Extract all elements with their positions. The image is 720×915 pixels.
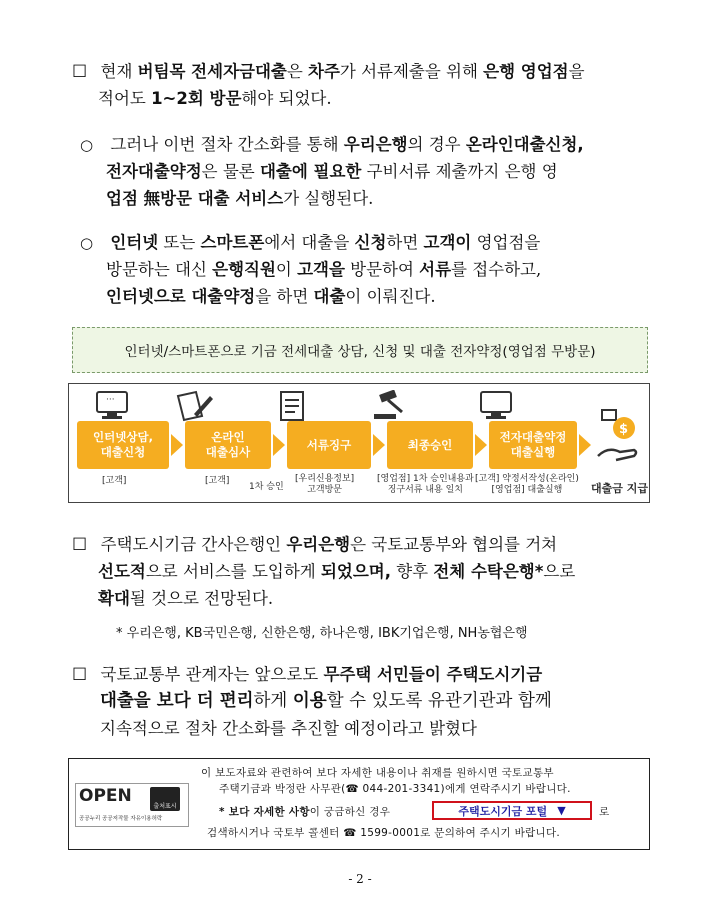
svg-text:···: ··· xyxy=(106,395,115,405)
paragraph-5 xyxy=(72,661,542,689)
paragraph-3-line-3 xyxy=(106,283,436,310)
bold-text: 무주택 서민들이 주택도시기금 xyxy=(323,665,543,684)
contact-line-3-tail: 로 xyxy=(599,806,610,818)
flow-note-pre: 1차 승인 xyxy=(249,482,284,492)
flow-step-4: 최종승인 xyxy=(387,421,473,469)
bold-text: 전체 수탁은행 xyxy=(433,562,535,581)
process-banner: 인터넷/스마트폰으로 기금 전세대출 상담, 신청 및 대출 전자약정(영업점 무방문) xyxy=(72,327,648,373)
paragraph-2 xyxy=(80,131,584,159)
housing-fund-portal-link[interactable]: 주택도시기금 포털 ▼ xyxy=(432,801,592,820)
bold-text: 우리은행 xyxy=(286,535,351,554)
text: 을 xyxy=(568,62,585,81)
paragraph-5-line-2 xyxy=(100,688,552,715)
flow-note: [우리신용정보] 고객방문 xyxy=(295,474,355,495)
paragraph-3 xyxy=(80,229,540,257)
open-license-logo: OPEN 출처표시 공공누리 공공저작물 자유이용허락 xyxy=(75,783,189,827)
flow-step-3: 서류징구 xyxy=(287,421,371,469)
bold-text: 고객이 xyxy=(423,233,472,252)
flow-step-5: 전자대출약정 대출실행 xyxy=(489,421,577,469)
text: 또는 xyxy=(158,233,201,252)
bold-text: 업점 無방문 대출 서비스 xyxy=(106,189,284,208)
text: 은 물론 xyxy=(201,162,260,181)
bold-text: 대출 xyxy=(313,287,346,306)
paragraph-2-line-2 xyxy=(106,158,558,185)
bold-text: 인터넷으로 대출약정 xyxy=(106,287,256,306)
bank-footnote: * 우리은행, KB국민은행, 신한은행, 하나은행, IBK기업은행, NH농협은행 xyxy=(116,626,528,641)
flow-step-2: 온라인 대출심사 xyxy=(185,421,271,469)
page-number: - 2 - xyxy=(348,872,372,886)
computer-icon xyxy=(91,390,135,422)
text: 으로 xyxy=(543,562,576,581)
flow-final-label: 대출금 지급 xyxy=(591,482,648,495)
bold-text: 1~2회 방문 xyxy=(151,89,242,108)
flow-arrow-icon xyxy=(373,434,385,456)
text: 가 실행된다. xyxy=(283,189,374,208)
bold-text: 대출을 보다 더 편리 xyxy=(100,691,254,711)
checkbox-bullet-icon: ☐ xyxy=(72,62,88,82)
text: 주택도시기금 간사은행인 xyxy=(100,535,287,554)
text: 의 경우 xyxy=(407,135,466,154)
bold-text: 온라인대출신청, xyxy=(465,135,584,154)
text: 이 xyxy=(275,260,298,279)
flow-arrow-icon xyxy=(171,434,183,456)
text: 이 이뤄진다. xyxy=(345,287,436,306)
money-hand-icon xyxy=(594,406,644,468)
flow-step-1: 인터넷상담, 대출신청 xyxy=(77,421,169,469)
process-flow-diagram xyxy=(68,383,650,503)
bold-text: 대출에 필요한 xyxy=(259,162,362,181)
flow-arrow-icon xyxy=(273,434,285,456)
bold-text: 서류 xyxy=(419,260,452,279)
paragraph-3-line-2 xyxy=(106,256,541,283)
text: 은 국토교통부와 협의를 거쳐 xyxy=(350,535,558,554)
circle-bullet-icon: ○ xyxy=(80,234,94,252)
checkbox-bullet-icon: ☐ xyxy=(72,535,88,555)
computer-icon xyxy=(475,390,519,422)
text: 구비서류 제출까지 은행 영 xyxy=(361,162,558,181)
contact-line-3: * 보다 자세한 사항이 궁금하신 경우 xyxy=(219,806,391,818)
contact-line-2: 주택기금과 박정란 사무관(☎ 044-201-3341)에게 연락주시기 바랍니다. xyxy=(219,783,571,795)
text: 해야 되었다. xyxy=(241,89,332,108)
flow-arrow-icon xyxy=(475,434,487,456)
text: 방문하는 대신 xyxy=(106,260,213,279)
flow-note: [고객] 약정서작성(온라인) [영업점] 대출실행 xyxy=(475,474,579,495)
paragraph-5-line-1 xyxy=(101,665,543,684)
text: 할 수 있도록 유관기관과 함께 xyxy=(326,691,552,711)
attribution-badge: 출처표시 xyxy=(150,787,180,811)
bold-text: 은행 영업점 xyxy=(483,62,569,81)
checkbox-bullet-icon: ☐ xyxy=(72,665,88,685)
bold-text: 인터넷 xyxy=(110,233,159,252)
text: 으로 서비스를 도입하게 xyxy=(145,562,321,581)
flow-arrow-icon xyxy=(579,434,591,456)
text: 에서 대출을 xyxy=(264,233,355,252)
svg-text:$: $ xyxy=(619,422,629,437)
bold-text: 스마트폰 xyxy=(200,233,265,252)
paragraph-4-line-1 xyxy=(101,535,558,554)
text: 현재 xyxy=(100,62,138,81)
bold-text: * xyxy=(534,562,544,581)
paragraph-5-line-3 xyxy=(100,715,477,742)
flow-note: [고객] xyxy=(102,476,127,486)
dropdown-arrow-icon: ▼ xyxy=(557,804,566,817)
text: 하면 xyxy=(386,233,424,252)
text: 향후 xyxy=(390,562,434,581)
bold-text: 고객을 xyxy=(297,260,345,279)
bold-text: 은행직원 xyxy=(212,260,276,279)
flow-note: [영업점] 1차 승인내용과 징구서류 내용 일치 xyxy=(377,474,474,495)
text: 은 xyxy=(286,62,309,81)
text: 을 하면 xyxy=(255,287,314,306)
bold-text: 확대 xyxy=(98,589,130,608)
gavel-icon xyxy=(372,390,410,422)
text: 영업점을 xyxy=(471,233,541,252)
document-pen-icon xyxy=(174,390,214,424)
paragraph-1 xyxy=(72,58,585,86)
bold-text: 우리은행 xyxy=(343,135,408,154)
bold-text: 이용 xyxy=(292,691,327,711)
bold-text: 버팀목 전세자금대출 xyxy=(137,62,287,81)
paragraph-4-line-2 xyxy=(98,558,575,585)
text: 를 접수하고, xyxy=(451,260,542,279)
text: 될 것으로 전망된다. xyxy=(129,589,274,608)
text: 국토교통부 관계자는 앞으로도 xyxy=(100,665,324,684)
bold-text: 신청 xyxy=(354,233,387,252)
paragraph-1-line-2 xyxy=(98,85,332,112)
bold-text: 전자대출약정 xyxy=(106,162,202,181)
contact-line-1: 이 보도자료와 관련하여 보다 자세한 내용이나 취재를 원하시면 국토교통부 xyxy=(201,767,554,779)
paragraph-2-line-3 xyxy=(106,185,373,212)
paragraph-4 xyxy=(72,531,557,559)
flow-note: [고객] xyxy=(205,476,230,486)
paragraph-2-line-1 xyxy=(110,135,583,154)
bold-text: 차주 xyxy=(308,62,340,81)
text: 적어도 xyxy=(98,89,152,108)
text: 그러나 이번 절차 간소화를 통해 xyxy=(110,135,344,154)
contact-box xyxy=(68,758,650,850)
paragraph-4-line-3 xyxy=(98,585,273,612)
paragraph-1-line-1 xyxy=(101,62,585,81)
text: 하게 xyxy=(253,691,293,711)
bold-text: 선도적 xyxy=(98,562,146,581)
text: 지속적으로 절차 간소화를 추진할 예정이라고 밝혔다 xyxy=(100,719,477,738)
paragraph-3-line-1 xyxy=(110,233,540,252)
contact-line-4: 검색하시거나 국토부 콜센터 ☎ 1599-0001로 문의하여 주시기 바랍니다. xyxy=(207,827,561,839)
text: 방문하여 xyxy=(344,260,420,279)
document-icon xyxy=(277,390,307,424)
circle-bullet-icon: ○ xyxy=(80,136,94,154)
bold-text: 되었으며, xyxy=(320,562,391,581)
text: 가 서류제출을 위해 xyxy=(339,62,484,81)
